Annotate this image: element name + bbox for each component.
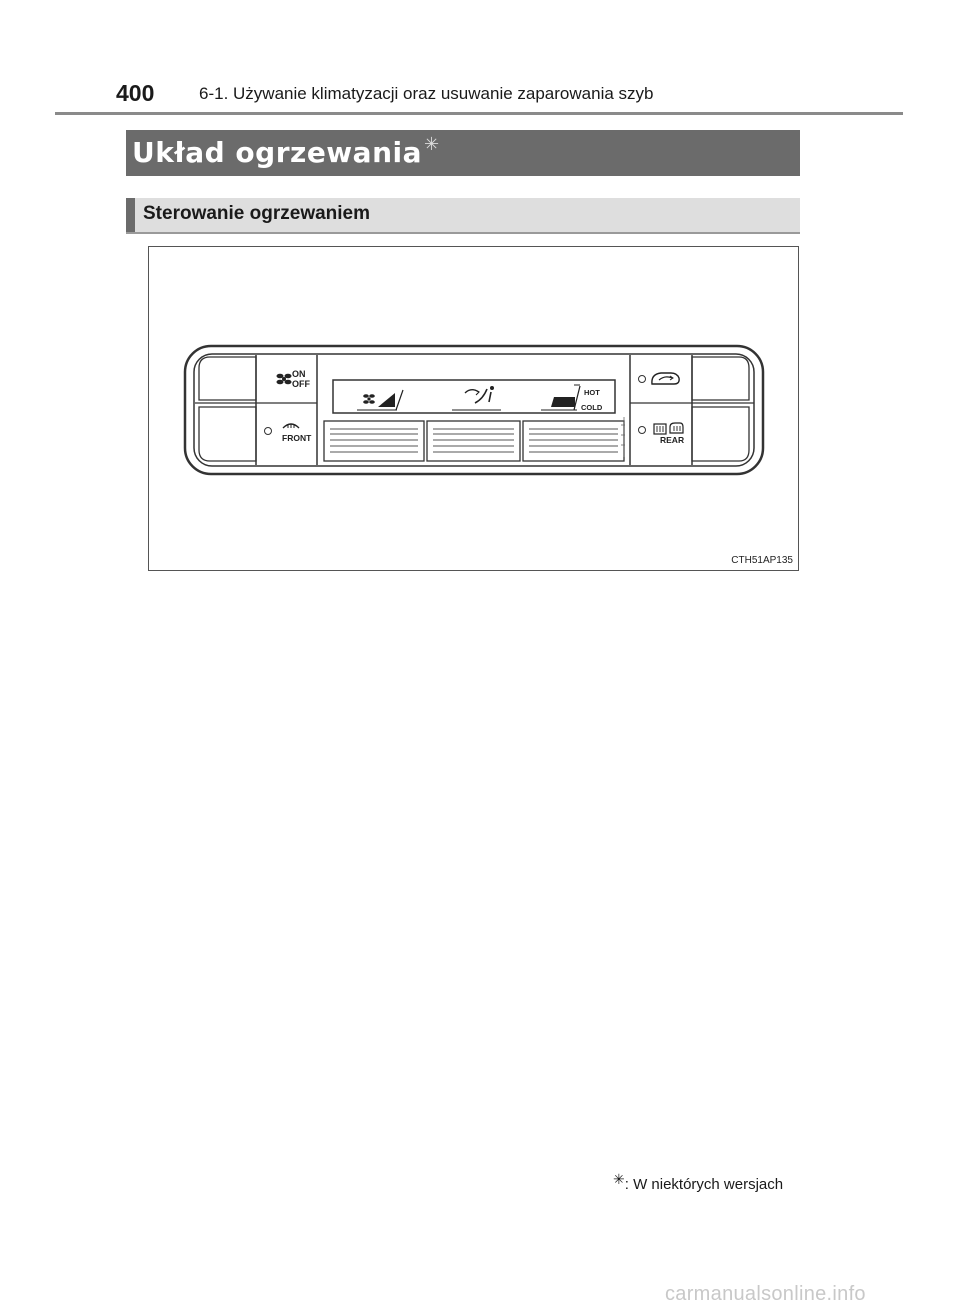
front-defroster-icon xyxy=(283,424,299,428)
figure-code: CTH51AP135 xyxy=(731,555,793,566)
recirculation-icon xyxy=(652,373,679,384)
right-upper-button xyxy=(692,357,749,400)
footnote xyxy=(613,1171,784,1193)
right-lower-button xyxy=(692,407,749,461)
air-flow-slider xyxy=(427,421,520,461)
subsection-accent xyxy=(126,198,135,232)
running-header: 6-1. Używanie klimatyzacji oraz usuwanie zaparowania szyb xyxy=(199,84,654,103)
heater-control-figure xyxy=(148,246,799,571)
rear-indicator-light xyxy=(639,427,646,434)
off-label: OFF xyxy=(292,379,310,389)
mirror-defogger-icon xyxy=(670,423,683,433)
heater-panel-illustration xyxy=(149,247,798,570)
fan-speed-icon xyxy=(357,390,403,410)
temperature-slider xyxy=(523,421,624,461)
footnote-text: : W niektórych wersjach xyxy=(624,1176,784,1193)
header-rule xyxy=(55,112,903,115)
slider-grooves xyxy=(330,429,618,452)
on-label: ON xyxy=(292,369,306,379)
fan-icon xyxy=(277,374,292,385)
front-indicator-light xyxy=(265,428,272,435)
subsection-title: Sterowanie ogrzewaniem xyxy=(143,203,371,224)
front-label: FRONT xyxy=(282,433,312,443)
recirculation-indicator-light xyxy=(639,376,646,383)
rear-label: REAR xyxy=(660,435,685,445)
left-upper-button xyxy=(199,357,256,400)
subsection-heading-bar xyxy=(126,198,800,234)
temperature-icon xyxy=(541,385,580,410)
air-flow-mode-icon xyxy=(452,386,501,410)
asterisk-icon: ✳ xyxy=(424,134,440,155)
watermark: carmanualsonline.info xyxy=(665,1283,866,1305)
section-heading-bar xyxy=(126,130,800,176)
footnote-asterisk-icon: ✳ xyxy=(613,1171,625,1187)
section-title-text: Układ ogrzewania xyxy=(132,136,422,169)
cold-label: COLD xyxy=(581,403,603,412)
fan-speed-slider xyxy=(324,421,424,461)
rear-defroster-icon xyxy=(654,424,666,434)
left-lower-button xyxy=(199,407,256,461)
display-window xyxy=(333,380,615,413)
section-title xyxy=(132,136,440,169)
hot-label: HOT xyxy=(584,388,600,397)
page-number: 400 xyxy=(116,80,155,106)
